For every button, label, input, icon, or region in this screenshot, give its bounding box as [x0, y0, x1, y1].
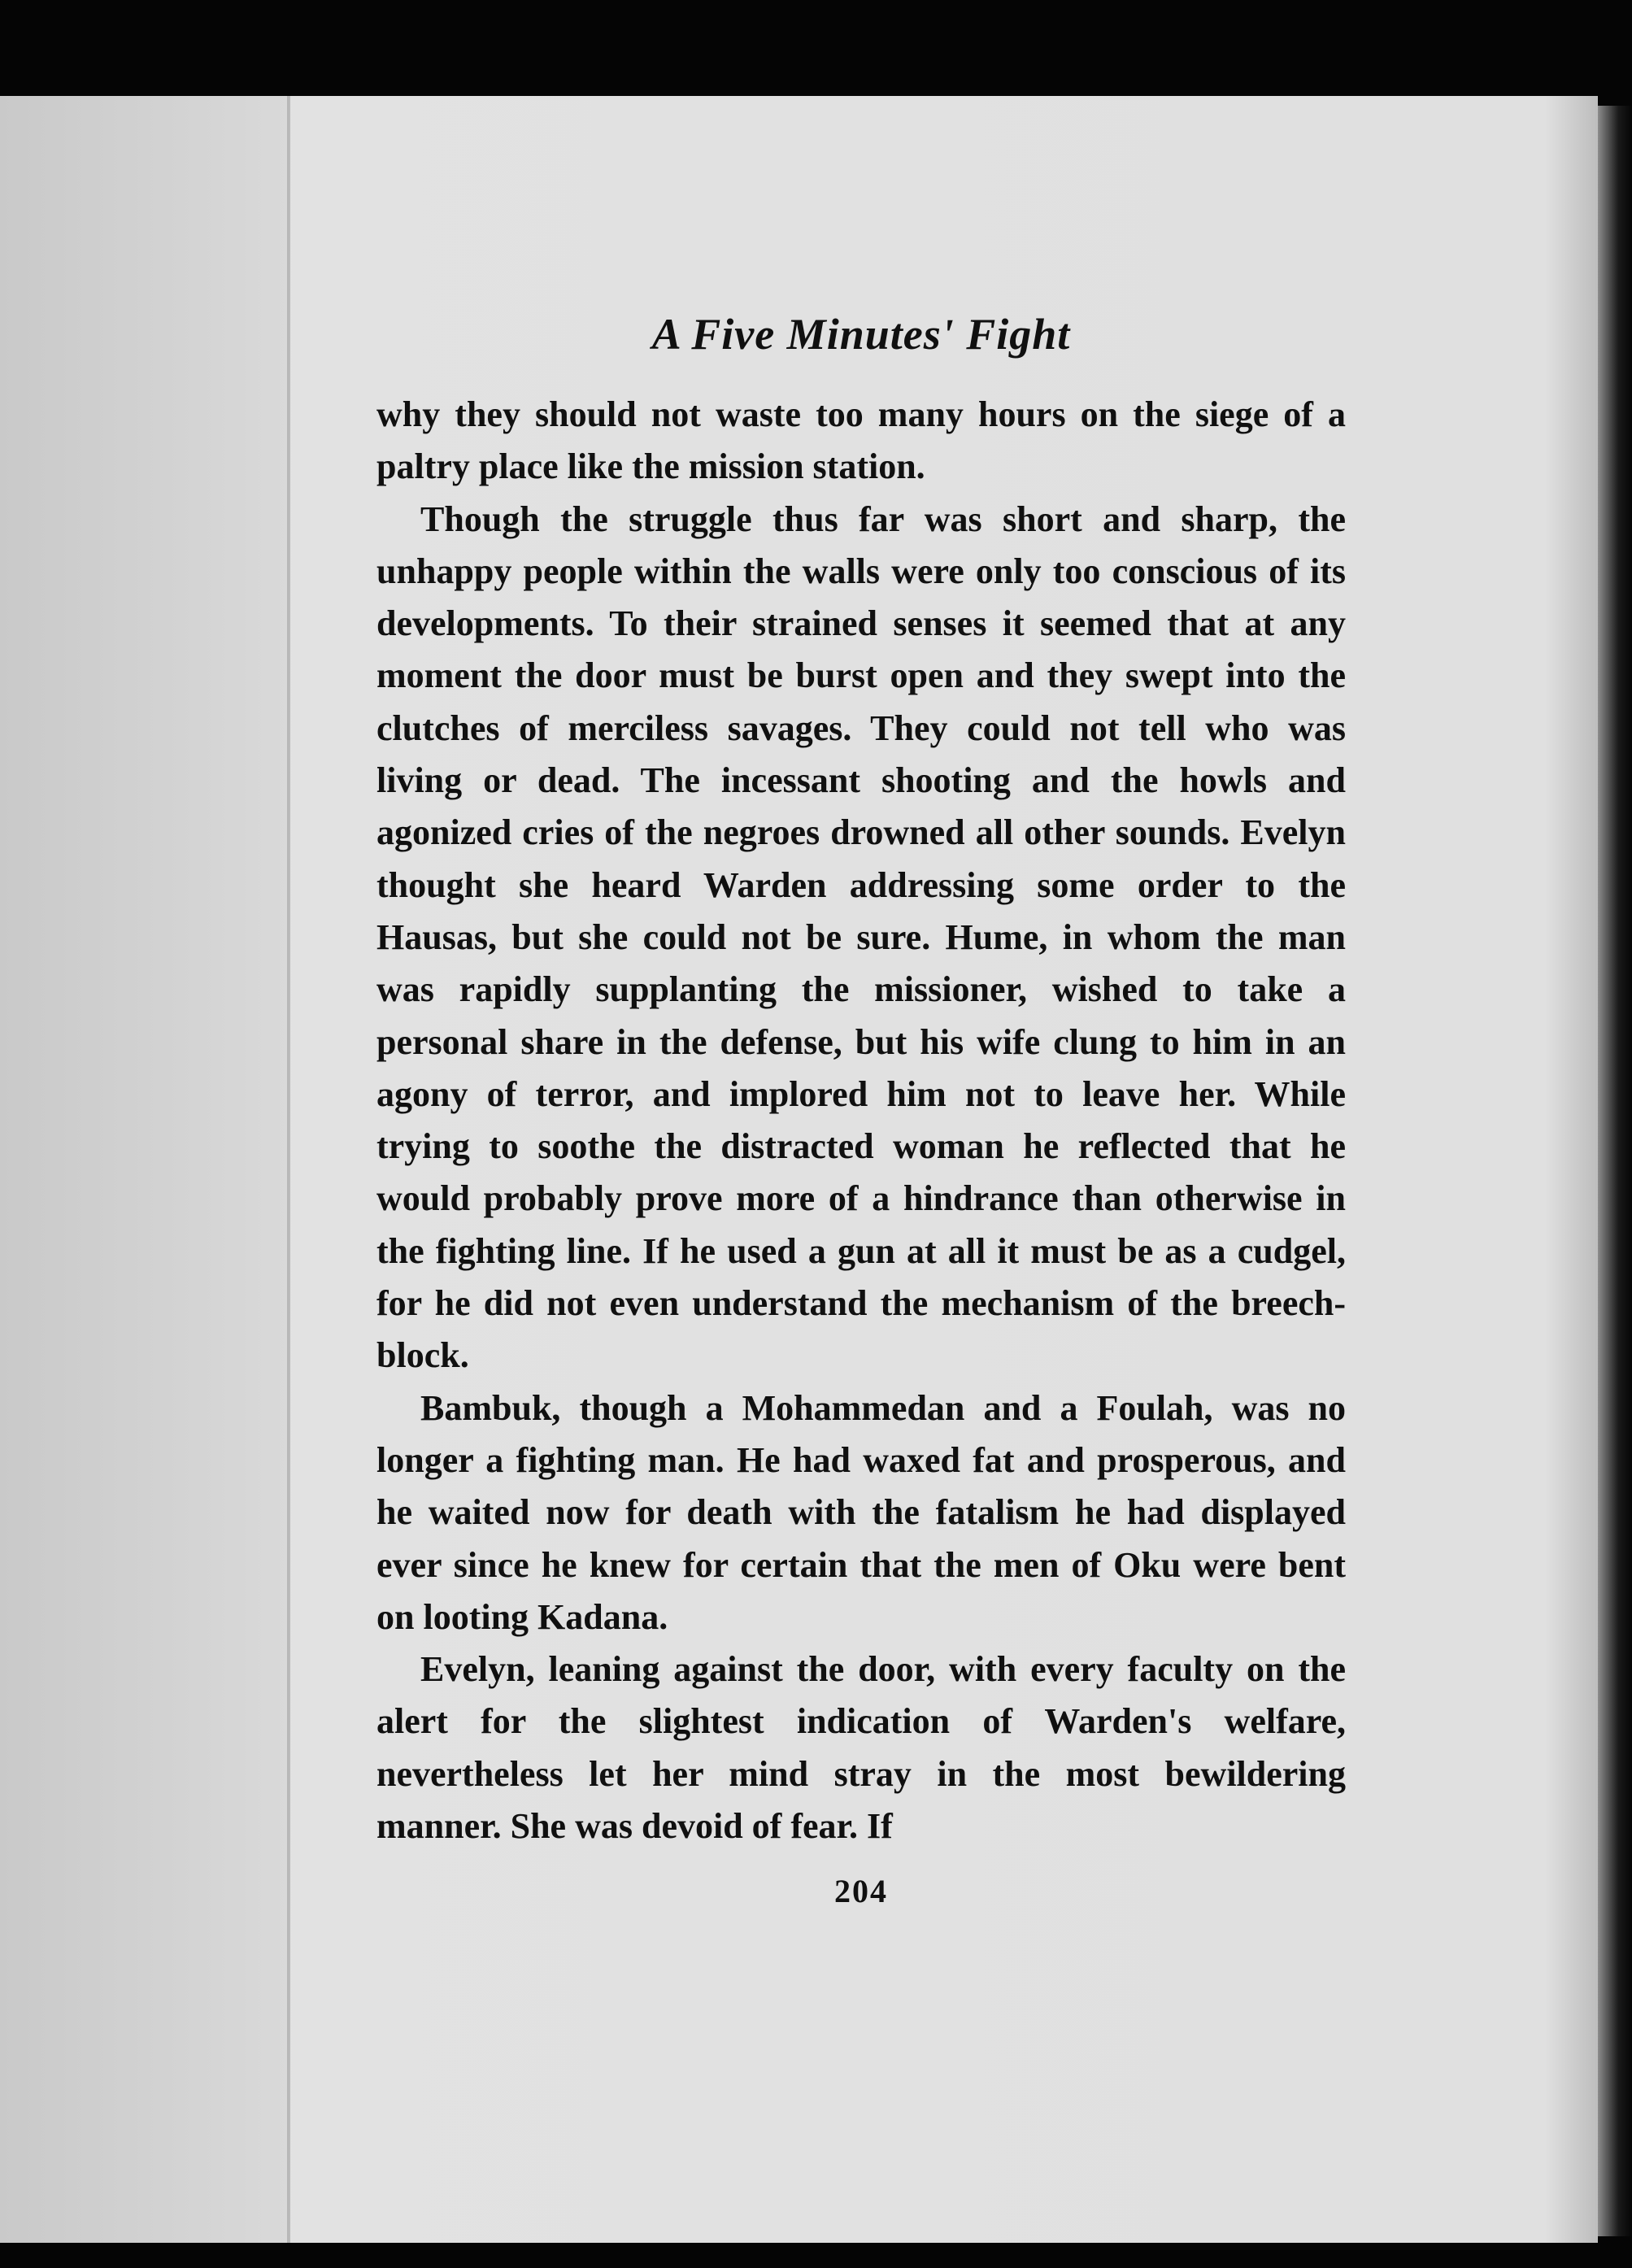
running-head: A Five Minutes' Fight — [651, 310, 1071, 359]
page-number: 204 — [834, 1873, 888, 1910]
page-edge-shadow — [1598, 106, 1632, 2236]
paragraph-continued: why they should not waste too many hours on the siege of a paltry place like the mission station. — [376, 394, 1346, 487]
paragraph: Bambuk, though a Mohammedan and a Foulah, was no longer a fighting man. He had waxed fat and prosperous, and he waited now for death with the fatalism he had displayed ever since he knew for certain that the men of Oku were bent on looting Kadana. — [376, 1387, 1346, 1637]
page-text-block — [376, 306, 1346, 1916]
paragraph: Evelyn, leaning against the door, with every faculty on the alert for the slightest indication of Warden's welfare, nevertheless let her mind stray in the most bewildering manner. She was devoid of fear. If — [376, 1649, 1346, 1847]
page-gutter-line — [287, 96, 290, 2243]
page-gutter-shade — [0, 96, 289, 2243]
paragraph: Though the struggle thus far was short and sharp, the unhappy people within the walls were only too conscious of its developments. To their strained senses it seemed that at any moment the door must be burst open and they swept into the clutches of merciless savages. They could not tell who was living or dead. The incessant shooting and the howls and agonized cries of the negroes drowned all other sounds. Evelyn thought she heard Warden addressing some order to the Hausas, but she could not be sure. Hume, in whom the man was rapidly supplanting the missioner, wished to take a personal share in the defense, but his wife clung to him in an agony of terror, and implored him not to leave her. While trying to soothe the distracted woman he reflected that he would probably prove more of a hindrance than otherwise in the fighting line. If he used a gun at all it must be as a cudgel, for he did not even understand the mechanism of the breech-block. — [376, 498, 1346, 1376]
